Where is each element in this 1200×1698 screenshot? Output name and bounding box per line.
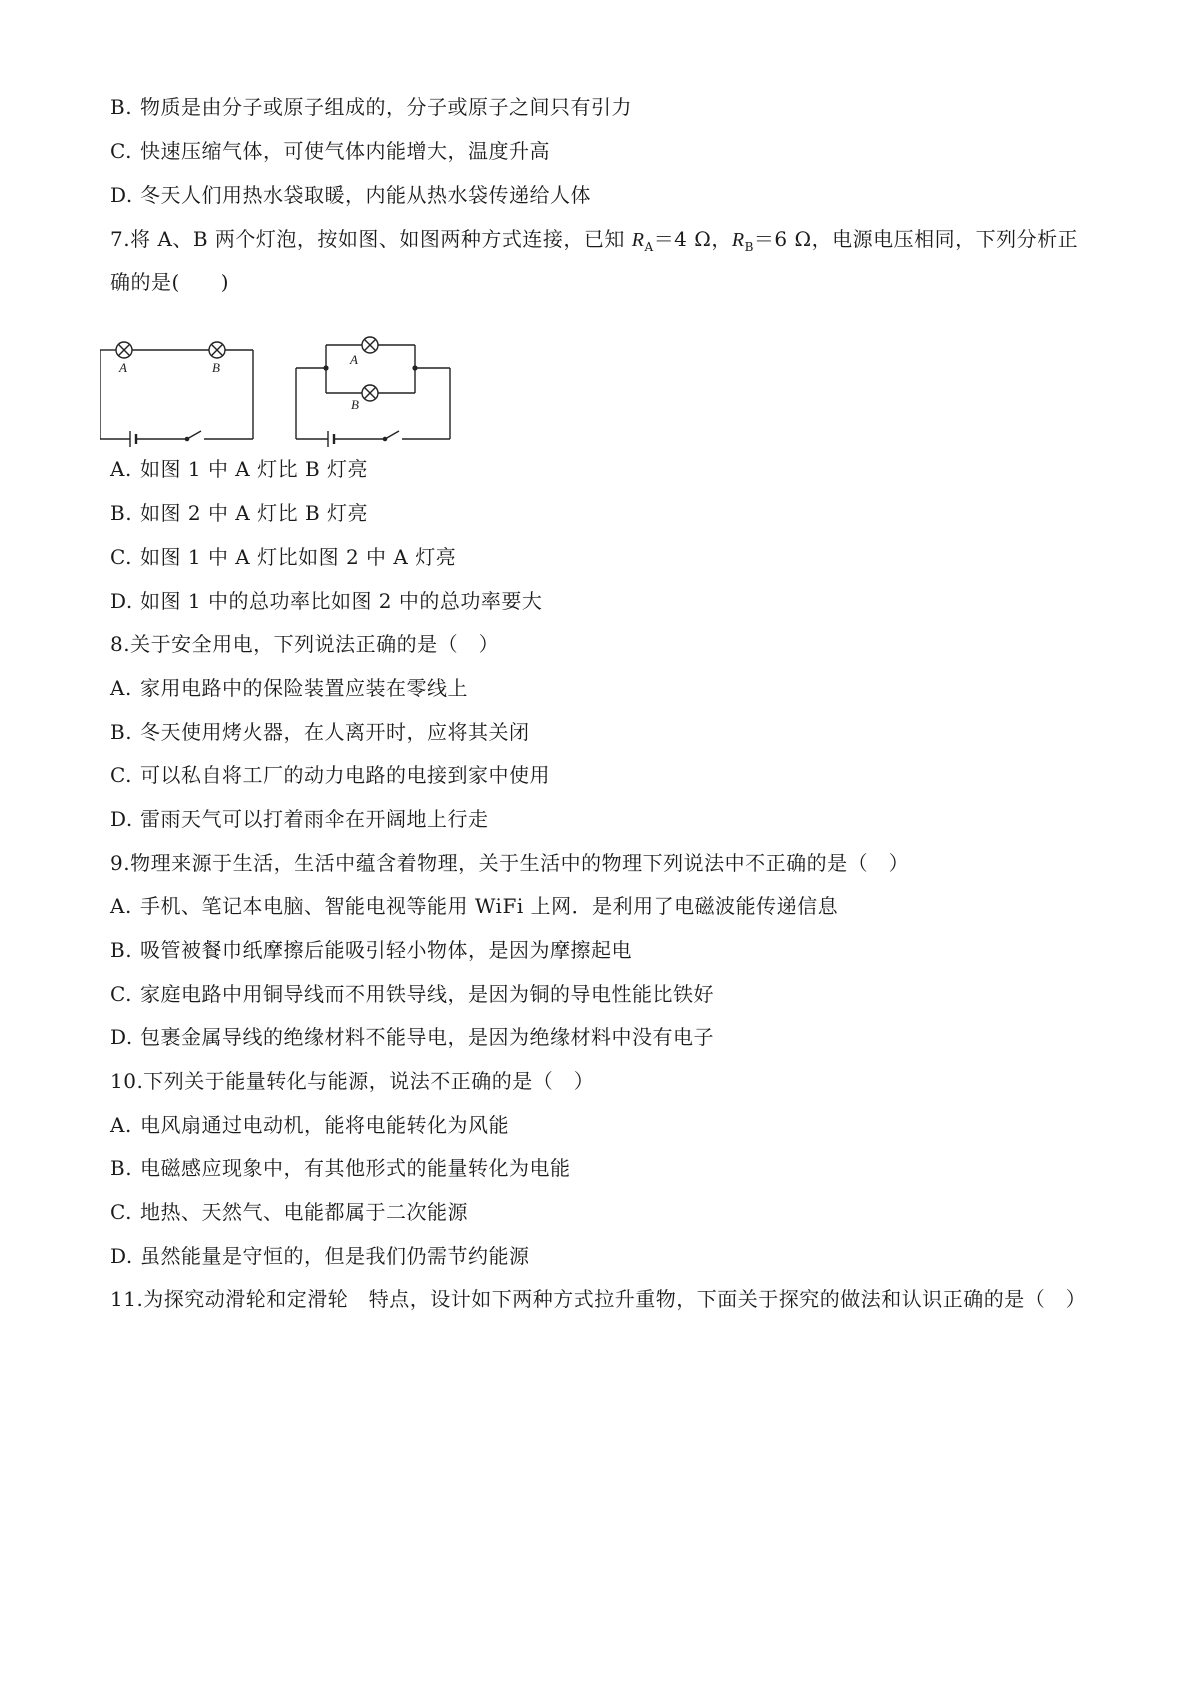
q7-stem-text: 7.将 A、B 两个灯泡，按如图、如图两种方式连接，已知 [110, 227, 632, 251]
option-letter: C. [110, 139, 132, 163]
q8-option-b [110, 719, 530, 745]
option-letter: A. [110, 894, 132, 918]
q7-stem-line2: 确的是( ) [110, 270, 230, 294]
q10-option-a [110, 1112, 509, 1138]
option-letter: B. [110, 501, 133, 525]
option-letter: B. [110, 720, 133, 744]
q7-option-a [110, 456, 368, 482]
option-letter: B. [110, 938, 133, 962]
rb-value: ＝6 Ω，电源电压相同，下列分析正 [753, 227, 1079, 251]
circuit-diagrams [100, 336, 480, 448]
q7-option-d [110, 588, 542, 614]
option-text: 快速压缩气体，可使气体内能增大，温度升高 [140, 139, 550, 163]
option-letter: D. [110, 589, 133, 613]
q7-circuit-figures [100, 336, 480, 452]
option-text: 冬天人们用热水袋取暖，内能从热水袋传递给人体 [140, 183, 591, 207]
q8-option-d [110, 806, 489, 832]
option-letter: B. [110, 95, 133, 119]
fig2-lamp-b-label: B [351, 397, 359, 412]
option-text: 虽然能量是守恒的，但是我们仍需节约能源 [140, 1244, 530, 1268]
option-text: 手机、笔记本电脑、智能电视等能用 WiFi 上网．是利用了电磁波能传递信息 [140, 894, 839, 918]
option-letter: C. [110, 982, 132, 1006]
option-text: 电磁感应现象中，有其他形式的能量转化为电能 [140, 1156, 571, 1180]
q9-option-c [110, 981, 714, 1007]
option-text: 冬天使用烤火器，在人离开时，应将其关闭 [140, 720, 530, 744]
q7-stem-line1 [110, 226, 1078, 260]
q8-option-c [110, 762, 550, 788]
option-letter: A. [110, 676, 132, 700]
option-text: 可以私自将工厂的动力电路的电接到家中使用 [140, 763, 550, 787]
option-letter: C. [110, 763, 132, 787]
junction-dot [412, 365, 417, 370]
option-letter: C. [110, 545, 132, 569]
q6-option-b [110, 94, 632, 120]
ra-subscript: A [644, 240, 654, 254]
option-letter: B. [110, 1156, 133, 1180]
figure1-series-circuit [100, 342, 253, 447]
option-text: 地热、天然气、电能都属于二次能源 [140, 1200, 468, 1224]
option-letter: D. [110, 183, 133, 207]
figure2-parallel-circuit [296, 337, 450, 447]
junction-dot [323, 365, 328, 370]
option-text: 如图 1 中的总功率比如图 2 中的总功率要大 [140, 589, 543, 613]
option-text: 如图 1 中 A 灯比如图 2 中 A 灯亮 [140, 545, 457, 569]
q9-option-b [110, 937, 632, 963]
q10-stem: 10.下列关于能量转化与能源，说法不正确的是（ ） [110, 1069, 595, 1093]
option-letter: D. [110, 1244, 133, 1268]
rb-subscript: B [744, 240, 754, 254]
q9-stem: 9.物理来源于生活，生活中蕴含着物理，关于生活中的物理下列说法中不正确的是（ ） [110, 851, 910, 875]
q10-option-c [110, 1199, 468, 1225]
option-text: 电风扇通过电动机，能将电能转化为风能 [140, 1113, 509, 1137]
option-text: 物质是由分子或原子组成的，分子或原子之间只有引力 [140, 95, 632, 119]
option-text: 雷雨天气可以打着雨伞在开阔地上行走 [140, 807, 489, 831]
q7-option-c [110, 544, 456, 570]
fig1-lamp-b-label: B [212, 360, 220, 375]
option-letter: D. [110, 807, 133, 831]
option-letter: C. [110, 1200, 132, 1224]
fig1-lamp-a-label: A [119, 360, 127, 375]
q8-stem: 8.关于安全用电，下列说法正确的是（ ） [110, 632, 500, 656]
q7-option-b [110, 500, 368, 526]
ra-value: ＝4 Ω， [653, 227, 732, 251]
option-text: 家用电路中的保险装置应装在零线上 [140, 676, 468, 700]
ra-symbol: R [631, 229, 645, 251]
option-letter: A. [110, 1113, 132, 1137]
fig2-lamp-a-label: A [350, 352, 358, 367]
q10-option-d [110, 1243, 530, 1269]
q9-option-a [110, 893, 838, 919]
q11-stem: 11.为探究动滑轮和定滑轮 特点，设计如下两种方式拉升重物，下面关于探究的做法和认识正确的是（ ） [110, 1287, 1087, 1311]
q9-option-d [110, 1024, 714, 1050]
option-text: 家庭电路中用铜导线而不用铁导线，是因为铜的导电性能比铁好 [140, 982, 714, 1006]
option-text: 如图 1 中 A 灯比 B 灯亮 [140, 457, 369, 481]
option-text: 包裹金属导线的绝缘材料不能导电，是因为绝缘材料中没有电子 [140, 1025, 714, 1049]
rb-symbol: R [731, 229, 745, 251]
option-text: 吸管被餐巾纸摩擦后能吸引轻小物体，是因为摩擦起电 [140, 938, 632, 962]
q6-option-c [110, 138, 550, 164]
q10-option-b [110, 1155, 571, 1181]
option-text: 如图 2 中 A 灯比 B 灯亮 [140, 501, 369, 525]
q6-option-d [110, 182, 591, 208]
option-letter: D. [110, 1025, 133, 1049]
q8-option-a [110, 675, 468, 701]
option-letter: A. [110, 457, 132, 481]
